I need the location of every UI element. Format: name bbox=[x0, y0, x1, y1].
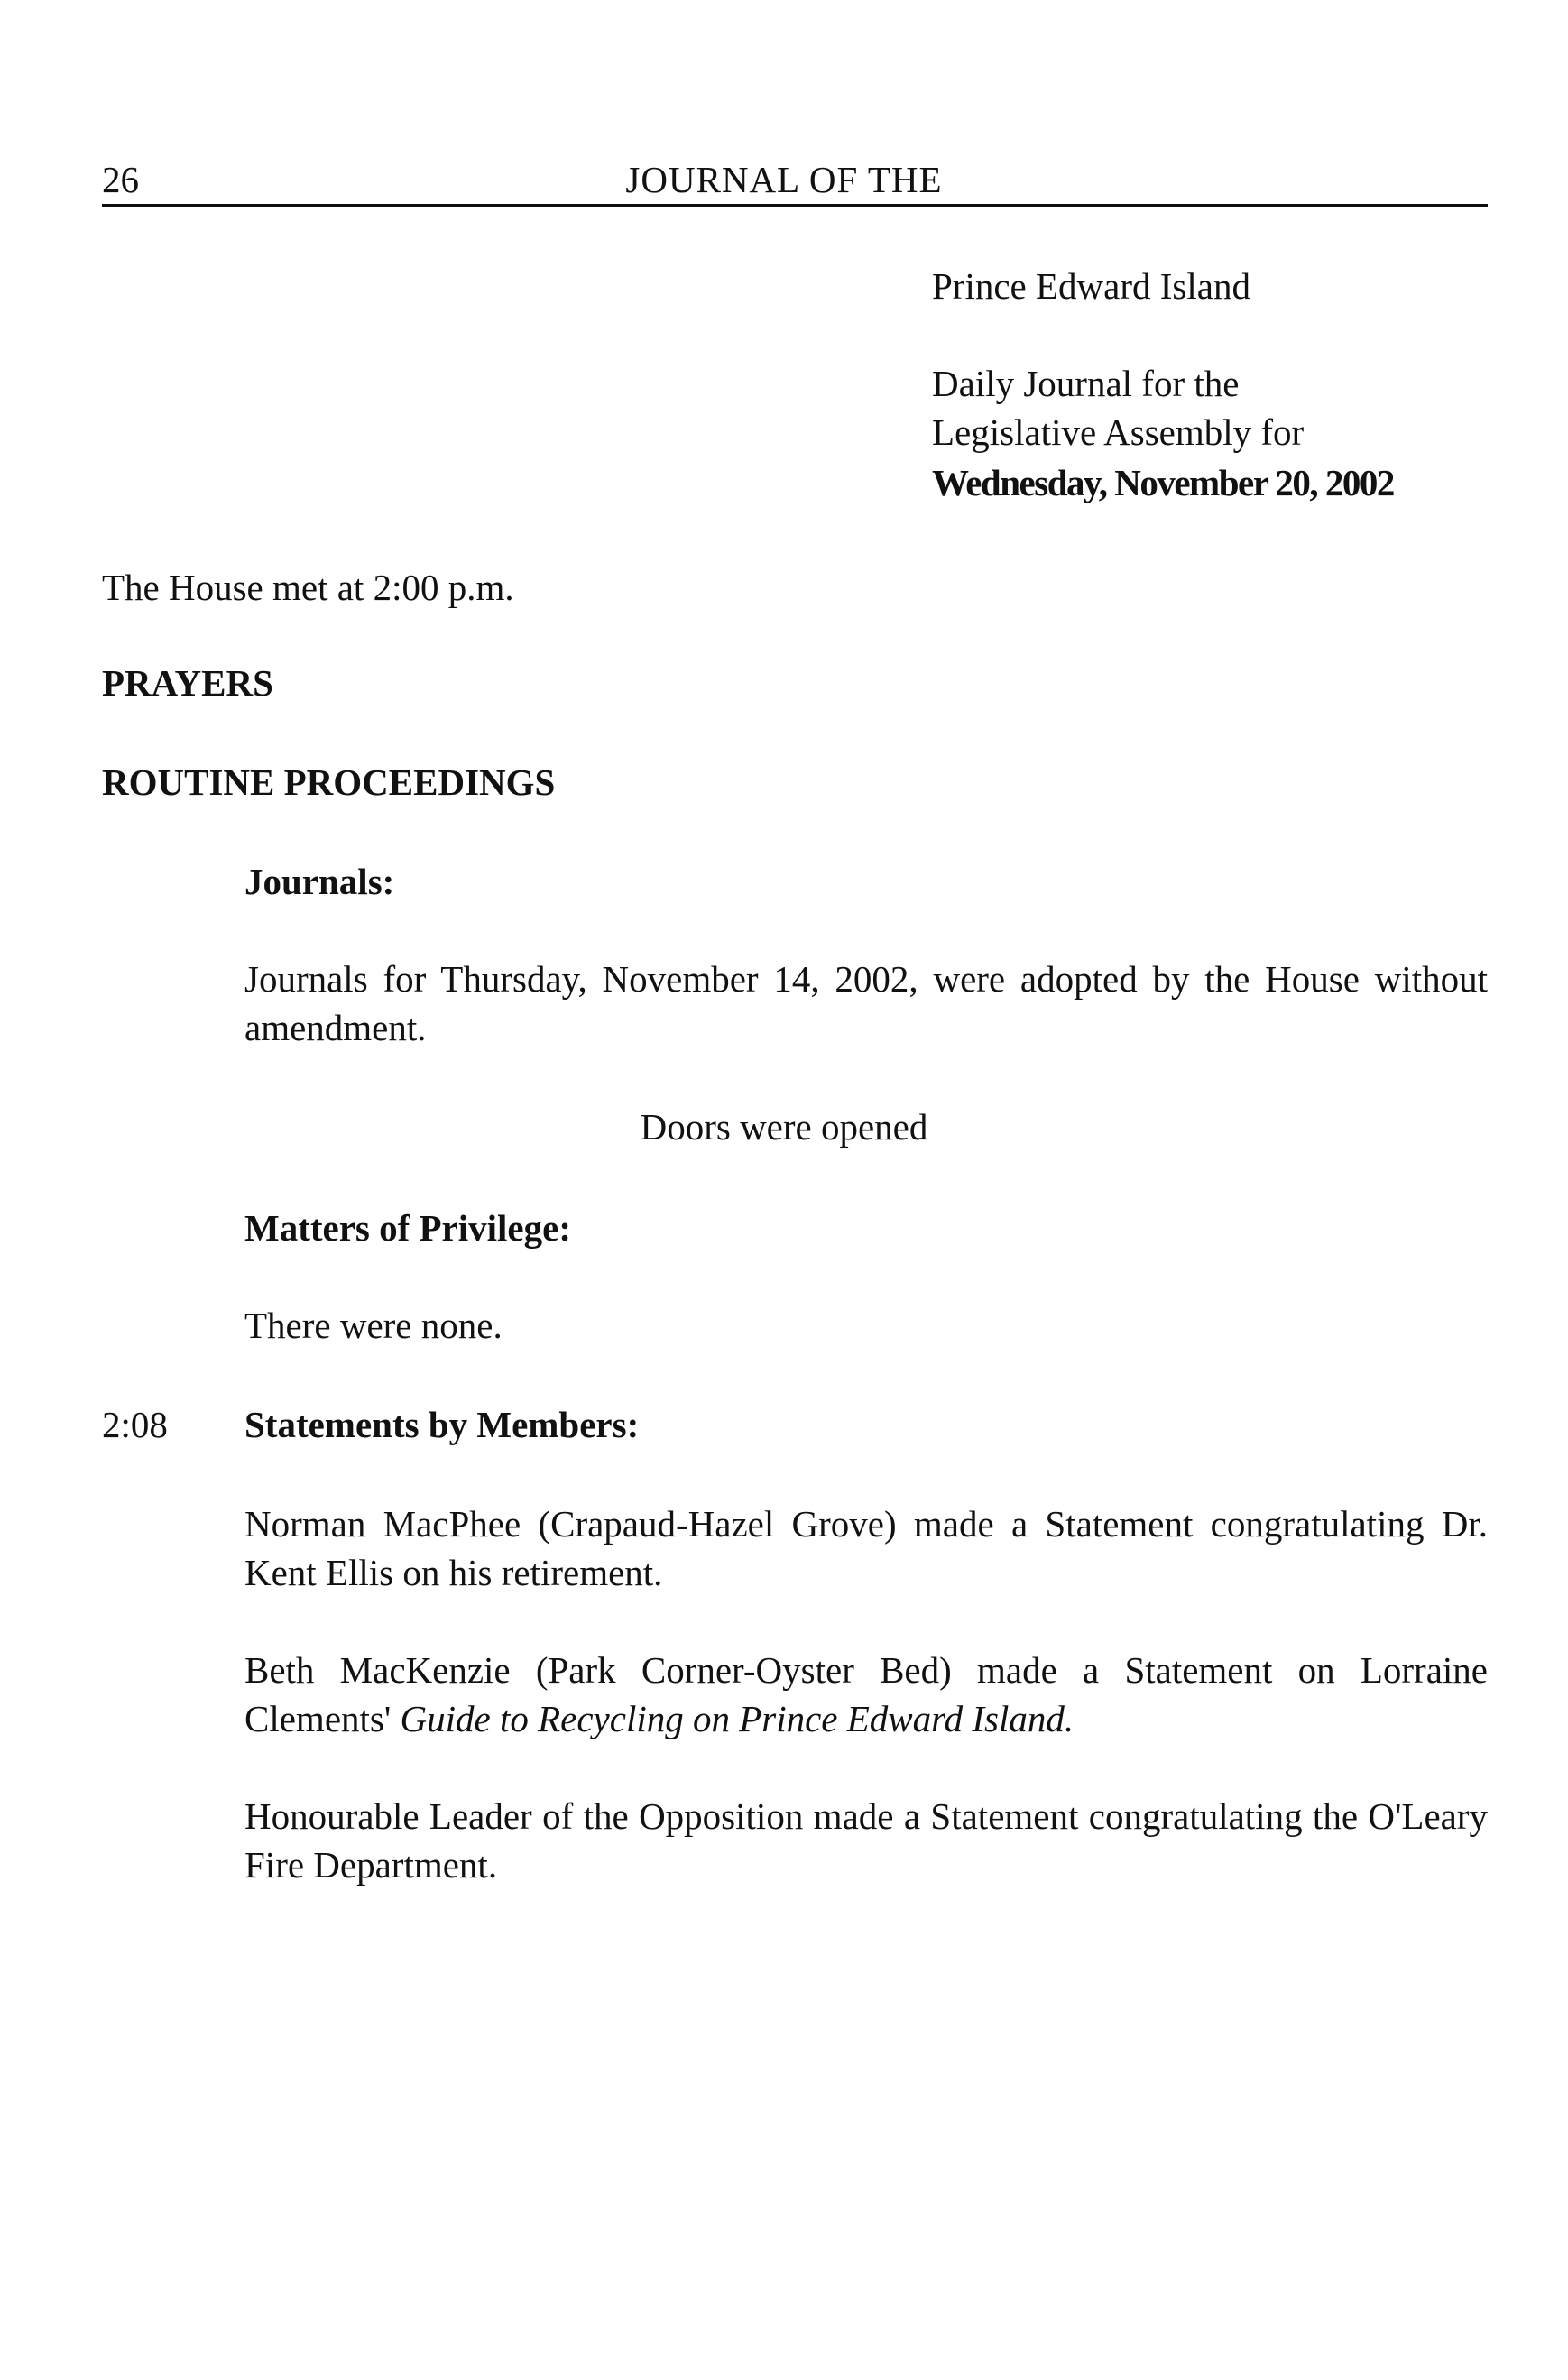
masthead-journal-line1: Daily Journal for the bbox=[932, 363, 1240, 404]
header-rule bbox=[102, 204, 1488, 207]
routine-proceedings-heading: ROUTINE PROCEEDINGS bbox=[102, 761, 556, 803]
masthead-journal-line2: Legislative Assembly for bbox=[932, 411, 1305, 453]
statement-item-mackenzie bbox=[244, 1646, 1488, 1743]
opening-statement: The House met at 2:00 p.m. bbox=[102, 567, 514, 608]
journals-text: Journals for Thursday, November 14, 2002, were adopted by the House without amendment. bbox=[244, 958, 1488, 1048]
masthead-province: Prince Edward Island bbox=[932, 265, 1250, 307]
masthead-date: Wednesday, November 20, 2002 bbox=[932, 462, 1394, 503]
privilege-heading: Matters of Privilege: bbox=[244, 1207, 571, 1249]
statements-heading: Statements by Members: bbox=[244, 1404, 640, 1445]
page-number: 26 bbox=[102, 159, 139, 200]
statement-text: Beth MacKenzie (Park Corner-Oyster Bed) made a Statement on Lorraine Clements' bbox=[244, 1649, 1488, 1739]
publication-title: Guide to Recycling on Prince Edward Island. bbox=[400, 1698, 1075, 1739]
statement-item-macphee: Norman MacPhee (Crapaud-Hazel Grove) made a Statement congratulating Dr. Kent Ellis on his retirement. bbox=[244, 1503, 1488, 1593]
doors-opened-note: Doors were opened bbox=[640, 1106, 928, 1148]
statements-time: 2:08 bbox=[102, 1404, 168, 1445]
privilege-text: There were none. bbox=[244, 1305, 503, 1346]
running-header-title: JOURNAL OF THE bbox=[625, 159, 943, 200]
statement-item-opposition: Honourable Leader of the Opposition made a Statement congratulating the O'Leary Fire Department. bbox=[244, 1795, 1488, 1886]
prayers-heading: PRAYERS bbox=[102, 662, 273, 704]
journals-heading: Journals: bbox=[244, 861, 395, 902]
